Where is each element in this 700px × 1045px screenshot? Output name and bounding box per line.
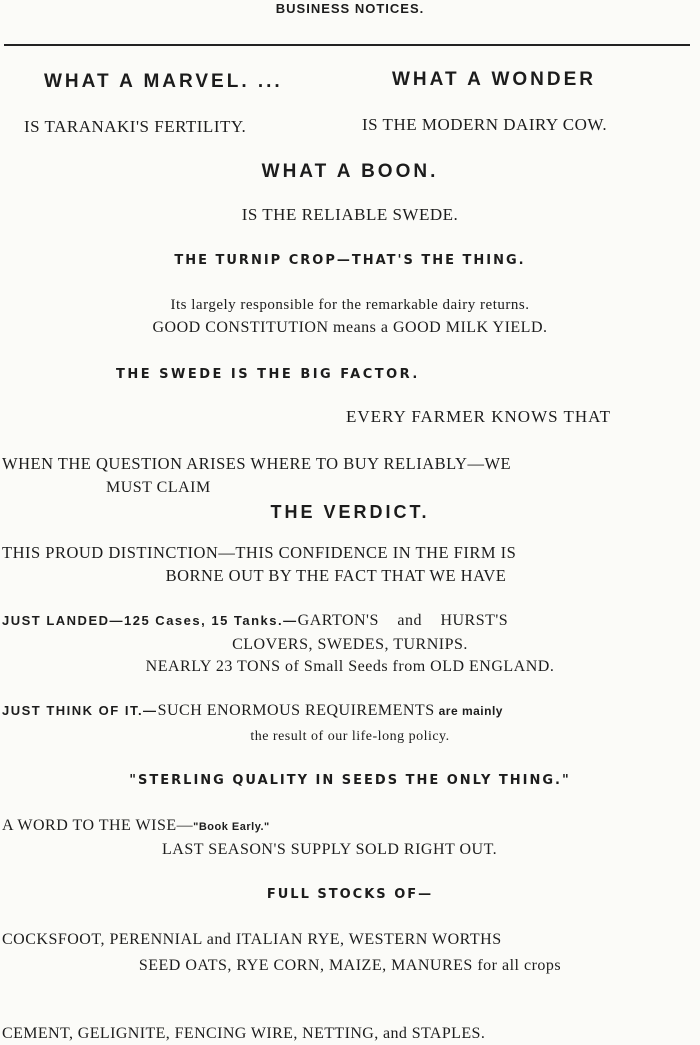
every-farmer-line: EVERY FARMER KNOWS THAT xyxy=(346,407,611,426)
nearly-tons-line: NEARLY 23 TONS of Small Seeds from OLD ENGLAND. xyxy=(145,658,555,675)
distinction-line-2: BORNE OUT BY THE FACT THAT WE HAVE xyxy=(165,566,507,585)
just-landed-brands: GARTON'S and HURST'S xyxy=(297,612,509,629)
life-long-policy-line: the result of our life-long policy. xyxy=(250,729,450,744)
question-line-2: MUST CLAIM xyxy=(106,479,211,496)
headline-verdict: THE VERDICT. xyxy=(270,502,430,522)
constitution-line: GOOD CONSTITUTION means a GOOD MILK YIELD. xyxy=(152,319,548,336)
clovers-line: CLOVERS, SWEDES, TURNIPS. xyxy=(232,636,468,653)
last-season-line: LAST SEASON'S SUPPLY SOLD RIGHT OUT. xyxy=(162,841,498,858)
dairy-cow-line: IS THE MODERN DAIRY COW. xyxy=(362,115,608,134)
just-think-requirements: SUCH ENORMOUS REQUIREMENTS xyxy=(157,702,435,719)
cement-line: CEMENT, GELIGNITE, FENCING WIRE, NETTING, and STAPLES. xyxy=(2,1025,486,1042)
headline-wonder: WHAT A WONDER xyxy=(392,69,596,90)
sterling-quality-line: "STERLING QUALITY IN SEEDS THE ONLY THING." xyxy=(129,773,571,788)
just-think-line xyxy=(2,703,503,719)
just-landed-lead: JUST LANDED—125 Cases, 15 Tanks.— xyxy=(2,613,298,628)
turnip-crop-line: THE TURNIP CROP—THAT'S THE THING. xyxy=(174,253,526,268)
reliable-swede-line: IS THE RELIABLE SWEDE. xyxy=(241,205,459,224)
taranaki-line: IS TARANAKI'S FERTILITY. xyxy=(24,117,247,136)
header-rule xyxy=(4,44,690,46)
cocksfoot-line: COCKSFOOT, PERENNIAL and ITALIAN RYE, WESTERN WORTHS xyxy=(2,931,502,948)
word-to-wise-lead: A WORD TO THE WISE— xyxy=(2,817,194,834)
seed-oats-line: SEED OATS, RYE CORN, MAIZE, MANURES for all crops xyxy=(138,957,562,974)
book-early-text: "Book Early." xyxy=(193,821,270,833)
headline-marvel: WHAT A MARVEL. ... xyxy=(44,71,283,92)
word-to-wise-line xyxy=(2,818,270,834)
section-header: BUSINESS NOTICES. xyxy=(275,1,425,16)
big-factor-line: THE SWEDE IS THE BIG FACTOR. xyxy=(116,367,420,382)
distinction-line-1: THIS PROUD DISTINCTION—THIS CONFIDENCE IN THE FIRM IS xyxy=(2,543,517,562)
full-stocks-line: FULL STOCKS OF— xyxy=(266,887,434,902)
just-landed-line xyxy=(2,613,508,629)
question-line-1: WHEN THE QUESTION ARISES WHERE TO BUY RELIABLY—WE xyxy=(2,454,512,473)
responsible-line: Its largely responsible for the remarkable dairy returns. xyxy=(170,297,530,313)
just-think-tail: are mainly xyxy=(438,704,503,718)
just-think-lead: JUST THINK OF IT.— xyxy=(2,703,158,718)
headline-boon: WHAT A BOON. xyxy=(261,161,439,182)
